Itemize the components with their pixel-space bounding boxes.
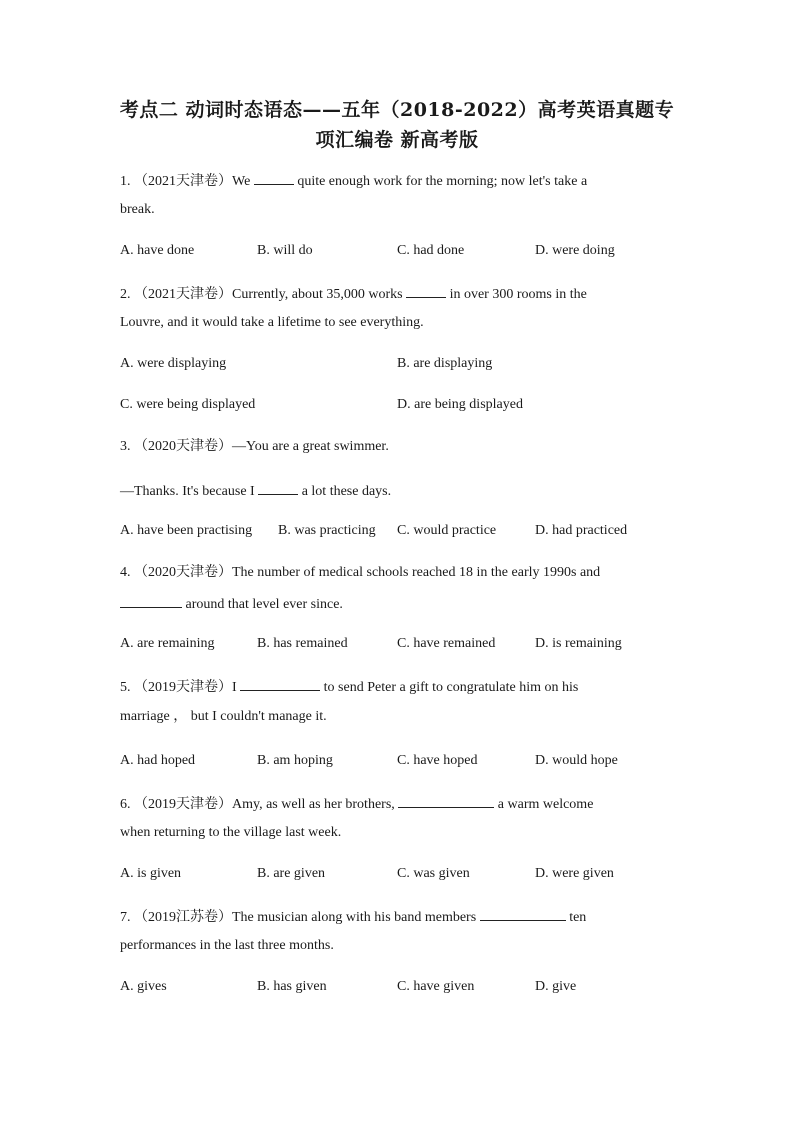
question-4-blank <box>120 593 182 608</box>
question-2-option-a: A. were displaying <box>120 356 227 371</box>
question-5-option-c: C. have hoped <box>397 753 478 768</box>
question-4-option-b: B. has remained <box>257 636 348 651</box>
question-4-stem-line-1: 4. （2020天津卷）The number of medical schools reached 18 in the early 1990s and <box>120 565 601 580</box>
question-7-stem-a: 7. （2019江苏卷）The musician along with his band members <box>120 910 480 925</box>
question-5-blank <box>240 676 320 691</box>
question-4-option-c: C. have remained <box>397 636 496 651</box>
question-4-stem-b: around that level ever since. <box>182 597 343 612</box>
question-4-stem-line-2 <box>120 593 343 615</box>
question-3-stem-line-2 <box>120 480 391 502</box>
question-7-option-a: A. gives <box>120 979 167 994</box>
question-6-stem-a: 6. （2019天津卷）Amy, as well as her brothers, <box>120 797 399 812</box>
document-title-line-1: 考点二 动词时态语态——五年（2018-2022）高考英语真题专 <box>119 99 675 121</box>
question-3-option-b: B. was practicing <box>278 523 376 538</box>
question-6-blank <box>398 793 494 808</box>
document-title-line-2: 项汇编卷 新高考版 <box>315 129 479 151</box>
question-4-option-d: D. is remaining <box>535 636 622 651</box>
question-3-stem-a: —Thanks. It's because I <box>120 484 259 499</box>
question-1-stem-b: quite enough work for the morning; now let's take a <box>293 174 588 189</box>
question-1-option-d: D. were doing <box>535 243 615 258</box>
question-2-blank <box>406 283 446 298</box>
question-1-option-c: C. had done <box>397 243 465 258</box>
question-1-stem-line-1 <box>120 170 587 192</box>
question-7-option-d: D. give <box>535 979 577 994</box>
question-1-stem-line-2: break. <box>120 202 155 217</box>
question-7-stem-line-1 <box>120 906 586 928</box>
question-3-option-d: D. had practiced <box>535 523 628 538</box>
question-7-option-b: B. has given <box>257 979 327 994</box>
question-6-option-d: D. were given <box>535 866 614 881</box>
question-5-stem-a: 5. （2019天津卷）I <box>120 680 241 695</box>
question-5-option-b: B. am hoping <box>257 753 333 768</box>
question-5-stem-b: to send Peter a gift to congratulate him on his <box>320 680 579 695</box>
question-7-stem-b: ten <box>565 910 587 925</box>
question-6-stem-b: a warm welcome <box>494 797 594 812</box>
question-2-option-b: B. are displaying <box>397 356 493 371</box>
question-5-stem-line-1 <box>120 676 578 698</box>
question-2-stem-a: 2. （2021天津卷）Currently, about 35,000 works <box>120 287 407 302</box>
question-3-option-c: C. would practice <box>397 523 497 538</box>
question-3-blank <box>258 480 298 495</box>
question-7-blank <box>480 906 566 921</box>
question-2-option-c: C. were being displayed <box>120 397 256 412</box>
question-6-option-b: B. are given <box>257 866 326 881</box>
question-5-option-d: D. would hope <box>535 753 618 768</box>
question-6-option-c: C. was given <box>397 866 470 881</box>
question-5-stem-line-2: marriage ， but I couldn't manage it. <box>120 709 327 724</box>
question-3-stem-line-1: 3. （2020天津卷）—You are a great swimmer. <box>120 439 389 454</box>
question-1-blank <box>254 170 294 185</box>
question-1-option-b: B. will do <box>257 243 313 258</box>
question-2-option-d: D. are being displayed <box>397 397 523 412</box>
question-6-stem-line-2: when returning to the village last week. <box>120 825 342 840</box>
question-1-stem-a: 1. （2021天津卷）We <box>120 174 254 189</box>
question-7-option-c: C. have given <box>397 979 475 994</box>
question-2-stem-b: in over 300 rooms in the <box>446 287 587 302</box>
question-6-option-a: A. is given <box>120 866 182 881</box>
question-4-option-a: A. are remaining <box>120 636 215 651</box>
question-2-stem-line-2: Louvre, and it would take a lifetime to see everything. <box>120 315 424 330</box>
question-3-option-a: A. have been practising <box>120 523 253 538</box>
question-5-option-a: A. had hoped <box>120 753 196 768</box>
question-7-stem-line-2: performances in the last three months. <box>120 938 334 953</box>
question-3-stem-b: a lot these days. <box>298 484 392 499</box>
question-1-option-a: A. have done <box>120 243 195 258</box>
question-6-stem-line-1 <box>120 793 593 815</box>
question-2-stem-line-1 <box>120 283 587 305</box>
